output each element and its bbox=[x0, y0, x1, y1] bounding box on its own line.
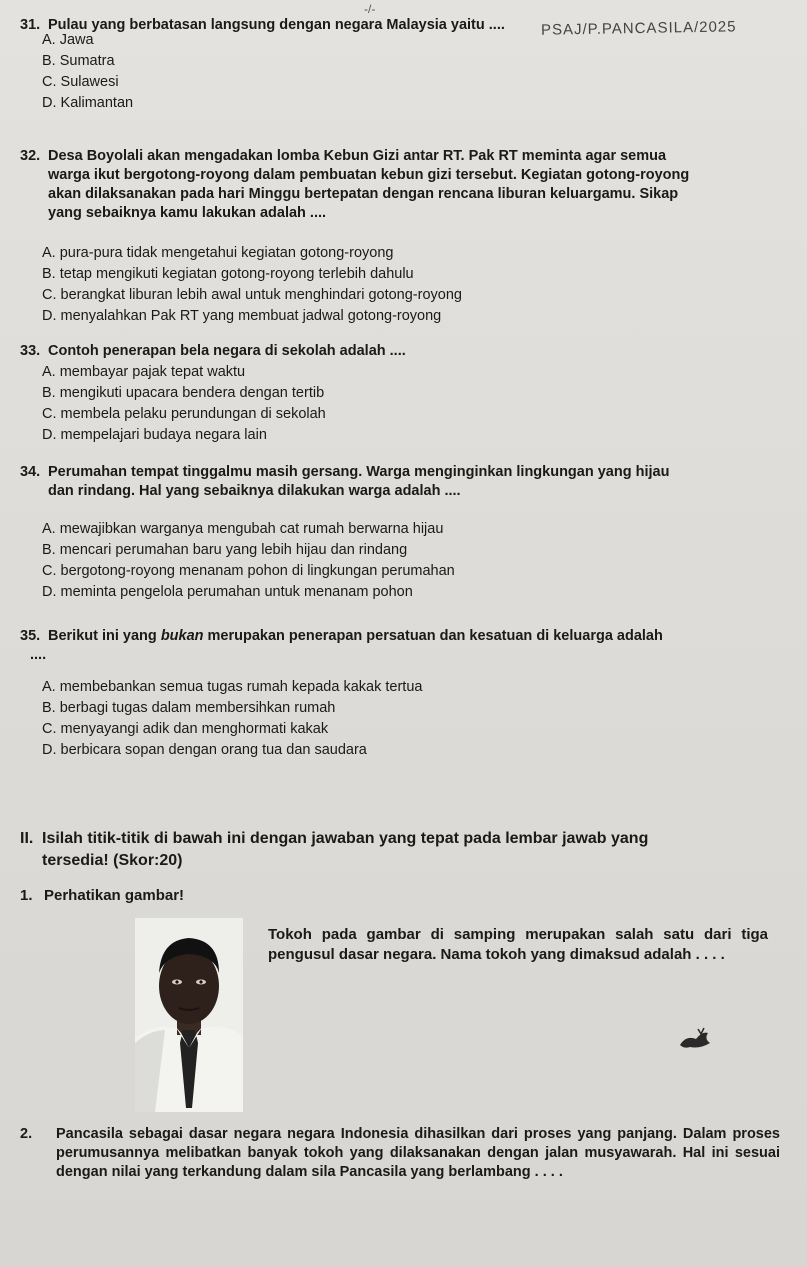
exam-code: PSAJ/P.PANCASILA/2025 bbox=[541, 18, 738, 39]
item-1-text: Tokoh pada gambar di samping merupakan salah satu dari tiga pengusul dasar negara. Nama tokoh yang dimaksud adalah . . . . bbox=[268, 926, 768, 963]
option-35-c: C. menyayangi adik dan menghormati kakak bbox=[42, 721, 329, 737]
option-33-a: A. membayar pajak tepat waktu bbox=[42, 364, 246, 380]
section-line-2: tersedia! (Skor:20) bbox=[42, 852, 183, 869]
question-number: 34. bbox=[20, 464, 41, 480]
option-31-d: D. Kalimantan bbox=[42, 95, 134, 111]
option-34-d: D. meminta pengelola perumahan untuk menanam pohon bbox=[42, 584, 413, 600]
option-33-d: D. mempelajari budaya negara lain bbox=[42, 427, 267, 443]
question-stem-line: Desa Boyolali akan mengadakan lomba Kebun Gizi antar RT. Pak RT meminta agar semua bbox=[48, 148, 667, 164]
option-32-c: C. berangkat liburan lebih awal untuk menghindari gotong-royong bbox=[42, 287, 462, 303]
question-number: 32. bbox=[20, 148, 41, 164]
option-31-b: B. Sumatra bbox=[42, 53, 115, 69]
header-mark: -/- bbox=[364, 2, 376, 16]
question-stem-line: akan dilaksanakan pada hari Minggu bertepatan dengan rencana liburan keluargamu. Sikap bbox=[48, 186, 679, 202]
question-number: 33. bbox=[20, 343, 41, 359]
section-number: II. bbox=[20, 830, 34, 847]
emphasis-bukan: bukan bbox=[160, 628, 204, 644]
question-stem: Contoh penerapan bela negara di sekolah adalah .... bbox=[48, 343, 406, 359]
option-33-c: C. membela pelaku perundungan di sekolah bbox=[42, 406, 326, 422]
portrait-photo bbox=[135, 918, 243, 1112]
option-33-b: B. mengikuti upacara bendera dengan tertib bbox=[42, 385, 325, 401]
option-34-c: C. bergotong-royong menanam pohon di lingkungan perumahan bbox=[42, 563, 455, 579]
question-stem-line: dan rindang. Hal yang sebaiknya dilakukan warga adalah .... bbox=[48, 483, 461, 499]
question-stem-line: Perumahan tempat tinggalmu masih gersang. Warga menginginkan lingkungan yang hijau bbox=[48, 464, 670, 480]
section-line-1: Isilah titik-titik di bawah ini dengan jawaban yang tepat pada lembar jawab yang bbox=[42, 830, 649, 847]
question-stem-line: yang sebaiknya kamu lakukan adalah .... bbox=[48, 205, 327, 221]
question-stem-cont: .... bbox=[30, 647, 47, 663]
question-31 bbox=[20, 16, 760, 35]
question-32 bbox=[20, 147, 790, 223]
option-32-a: A. pura-pura tidak mengetahui kegiatan gotong-royong bbox=[42, 245, 394, 261]
question-number: 35. bbox=[20, 628, 41, 644]
option-31-c: C. Sulawesi bbox=[42, 74, 119, 90]
option-31-a: A. Jawa bbox=[42, 32, 94, 48]
question-35 bbox=[20, 627, 800, 665]
question-33 bbox=[20, 342, 760, 361]
item-2-text: Pancasila sebagai dasar negara negara Indonesia dihasilkan dari proses yang panjang. Dalam proses perumusannya melibatkan banyak tokoh yang dilaksanakan dengan jalan musyawarah. Hal ini sesuai dengan nilai yang terkandung dalam sila Pancasila yang berlambang . . . . bbox=[56, 1126, 780, 1180]
question-34 bbox=[20, 463, 790, 501]
option-35-d: D. berbicara sopan dengan orang tua dan saudara bbox=[42, 742, 367, 758]
option-34-b: B. mencari perumahan baru yang lebih hijau dan rindang bbox=[42, 542, 408, 558]
question-number: 31. bbox=[20, 17, 41, 33]
option-32-d: D. menyalahkan Pak RT yang membuat jadwal gotong-royong bbox=[42, 308, 442, 324]
question-stem: Berikut ini yang bukan merupakan penerapan persatuan dan kesatuan di keluarga adalah bbox=[48, 628, 663, 644]
portrait-illustration bbox=[135, 918, 243, 1112]
bird-mark-icon bbox=[676, 1025, 716, 1058]
option-35-a: A. membebankan semua tugas rumah kepada kakak tertua bbox=[42, 679, 423, 695]
option-35-b: B. berbagi tugas dalam membersihkan rumah bbox=[42, 700, 336, 716]
question-stem: Pulau yang berbatasan langsung dengan negara Malaysia yaitu .... bbox=[48, 17, 505, 33]
option-32-b: B. tetap mengikuti kegiatan gotong-royong terlebih dahulu bbox=[42, 266, 414, 282]
item-2 bbox=[20, 1125, 780, 1182]
option-34-a: A. mewajibkan warganya mengubah cat rumah berwarna hijau bbox=[42, 521, 444, 537]
item-1-title: 1. Perhatikan gambar! bbox=[20, 887, 185, 904]
question-stem-line: warga ikut bergotong-royong dalam pembuatan kebun gizi tersebut. Kegiatan gotong-royong bbox=[48, 167, 690, 183]
section-2-instructions bbox=[20, 828, 780, 872]
item-number: 2. bbox=[20, 1126, 33, 1142]
